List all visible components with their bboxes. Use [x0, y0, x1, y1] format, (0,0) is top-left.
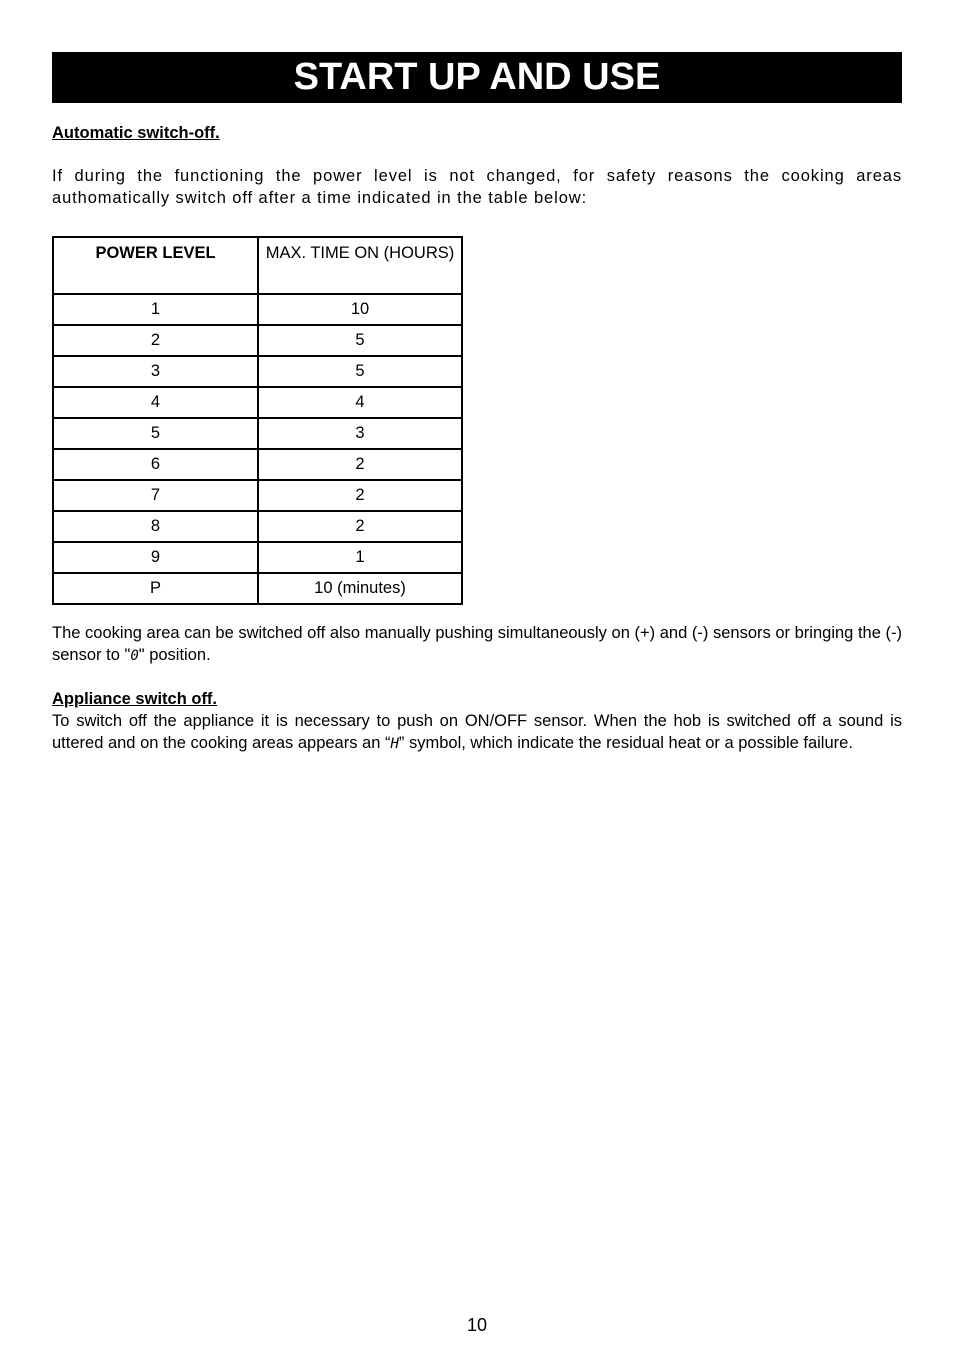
cell-power-level: 2	[53, 325, 258, 356]
cell-power-level: 6	[53, 449, 258, 480]
cell-max-time: 4	[258, 387, 462, 418]
cell-power-level: 4	[53, 387, 258, 418]
table-row	[53, 573, 462, 604]
manual-text-before: The cooking area can be switched off also manually pushing simultaneously on (+) and (-) sensors or bringing the (-) sensor to "	[52, 624, 902, 664]
cell-max-time: 10	[258, 294, 462, 325]
table-row	[53, 387, 462, 418]
table-row	[53, 449, 462, 480]
cell-max-time: 2	[258, 511, 462, 542]
table-row	[53, 511, 462, 542]
table-header-row	[53, 237, 462, 294]
table-row	[53, 356, 462, 387]
table-row	[53, 294, 462, 325]
table-row	[53, 418, 462, 449]
cell-power-level: P	[53, 573, 258, 604]
header-max-time-on: MAX. TIME ON (HOURS)	[258, 237, 462, 294]
cell-max-time: 2	[258, 449, 462, 480]
cell-power-level: 1	[53, 294, 258, 325]
manual-text-after: " position.	[138, 646, 211, 664]
table-row	[53, 542, 462, 573]
header-power-level: POWER LEVEL	[53, 237, 258, 294]
auto-switch-off-intro: If during the functioning the power level is not changed, for safety reasons the cooking areas authomatically switch off after a time indicated in the table below:	[52, 167, 902, 207]
appliance-text-after: ” symbol, which indicate the residual heat or a possible failure.	[398, 734, 853, 752]
zero-display-symbol: 0	[130, 648, 139, 664]
cell-power-level: 5	[53, 418, 258, 449]
appliance-switch-off-heading: Appliance switch off.	[52, 690, 218, 708]
cell-max-time: 5	[258, 325, 462, 356]
appliance-switch-off-text	[52, 710, 902, 755]
table-row	[53, 480, 462, 511]
power-level-table	[52, 236, 463, 605]
cell-max-time: 2	[258, 480, 462, 511]
cell-max-time: 3	[258, 418, 462, 449]
page-title: START UP AND USE	[52, 52, 902, 103]
cell-power-level: 9	[53, 542, 258, 573]
cell-max-time: 10 (minutes)	[258, 573, 462, 604]
cell-max-time: 1	[258, 542, 462, 573]
residual-heat-symbol: H	[390, 736, 399, 752]
appliance-text-before: To switch off the appliance it is necessary to push on ON/OFF sensor. When the hob is switched off a sound is uttered and on the cooking areas appears an “	[52, 712, 902, 752]
cell-power-level: 8	[53, 511, 258, 542]
cell-max-time: 5	[258, 356, 462, 387]
manual-switch-off-text	[52, 622, 902, 667]
cell-power-level: 3	[53, 356, 258, 387]
table-row	[53, 325, 462, 356]
auto-switch-off-heading: Automatic switch-off.	[52, 124, 220, 142]
cell-power-level: 7	[53, 480, 258, 511]
page-number: 10	[466, 1315, 488, 1335]
